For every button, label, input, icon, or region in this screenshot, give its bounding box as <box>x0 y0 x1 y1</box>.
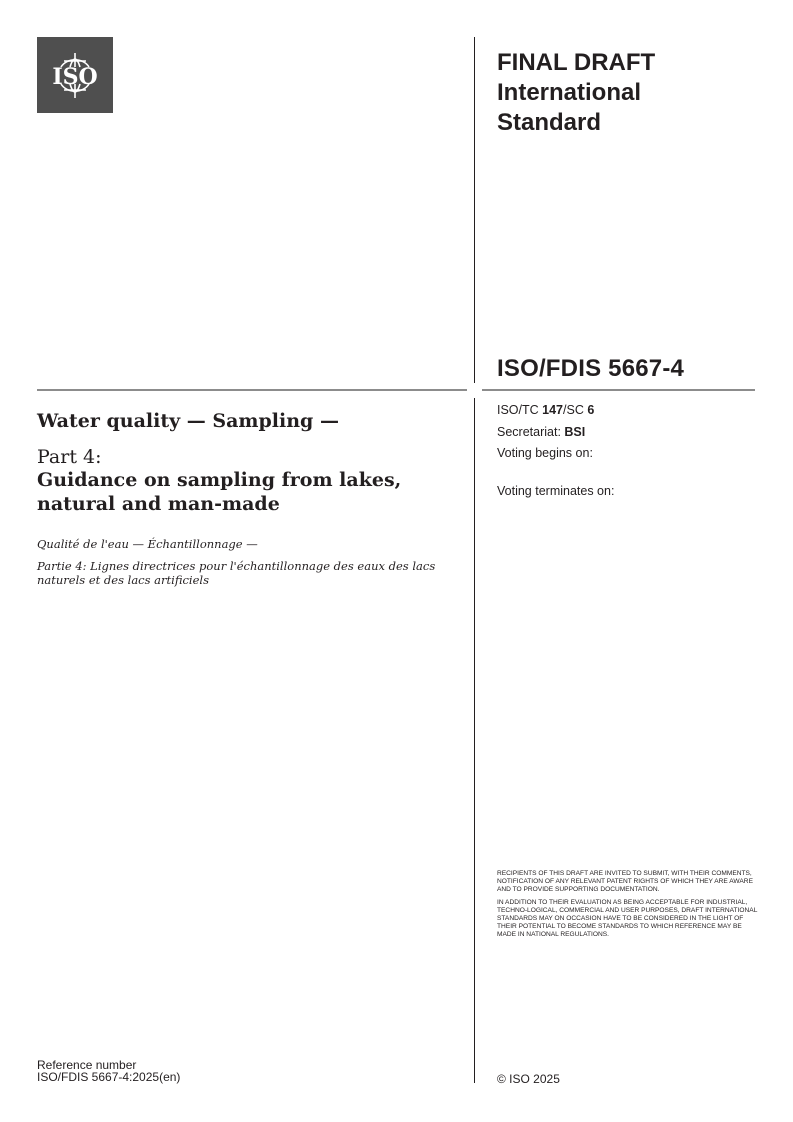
committee-line <box>497 403 594 417</box>
committee-mid: /SC <box>563 403 588 417</box>
french-title-part: Partie 4: Lignes directrices pour l'échantillonnage des eaux des lacs naturels et des lacs artificiels <box>37 559 436 587</box>
committee-tc: 147 <box>542 403 564 417</box>
vertical-divider-top <box>474 37 475 383</box>
svg-text:ISO: ISO <box>52 64 98 90</box>
horizontal-rule-right <box>482 389 755 391</box>
voting-begins-label: Voting begins on: <box>497 446 593 460</box>
french-title-main: Qualité de l'eau — Échantillonnage — <box>37 537 258 551</box>
secretariat-line <box>497 425 585 439</box>
notice-paragraph-1: RECIPIENTS OF THIS DRAFT ARE INVITED TO SUBMIT, WITH THEIR COMMENTS, NOTIFICATION OF ANY RELEVANT PATENT RIGHTS OF WHICH THEY ARE AWARE AND TO PROVIDE SUPPORTING DOCUMENTATION. <box>497 870 753 894</box>
voting-terminates-label: Voting terminates on: <box>497 484 615 498</box>
document-status <box>497 48 655 138</box>
status-final-draft: FINAL DRAFT <box>497 49 656 76</box>
iso-logo <box>37 37 113 113</box>
title-main: Water quality — Sampling — <box>37 410 339 432</box>
document-number: ISO/FDIS 5667-4 <box>497 355 685 382</box>
secretariat-value: BSI <box>564 425 586 439</box>
copyright: © ISO 2025 <box>497 1072 560 1086</box>
status-international: International <box>497 79 642 106</box>
draft-notice <box>497 870 759 944</box>
status-standard: Standard <box>497 109 602 136</box>
title-part: Part 4: <box>37 446 102 468</box>
secretariat-label: Secretariat: <box>497 425 565 439</box>
notice-paragraph-2: IN ADDITION TO THEIR EVALUATION AS BEING ACCEPTABLE FOR INDUSTRIAL, TECHNO-LOGICAL, COMMERCIAL AND USER PURPOSES, DRAFT INTERNATIONAL STANDARDS MAY ON OCCASION HAVE TO BE CONSIDERED IN THE LIGHT OF THEIR POTENTIAL TO BECOME STANDARDS TO WHICH REFERENCE MAY BE MADE IN NATIONAL REGULATIONS. <box>497 898 758 939</box>
vertical-divider-bottom <box>474 398 475 1083</box>
iso-globe-logo-icon <box>37 37 113 113</box>
reference-number-label: Reference number <box>37 1058 137 1072</box>
horizontal-rule-left <box>37 389 467 391</box>
committee-sc: 6 <box>587 403 595 417</box>
title-subtitle: Guidance on sampling from lakes, natural and man-made <box>37 469 402 515</box>
reference-number-value: ISO/FDIS 5667-4:2025(en) <box>37 1070 181 1084</box>
committee-prefix: ISO/TC <box>497 403 543 417</box>
